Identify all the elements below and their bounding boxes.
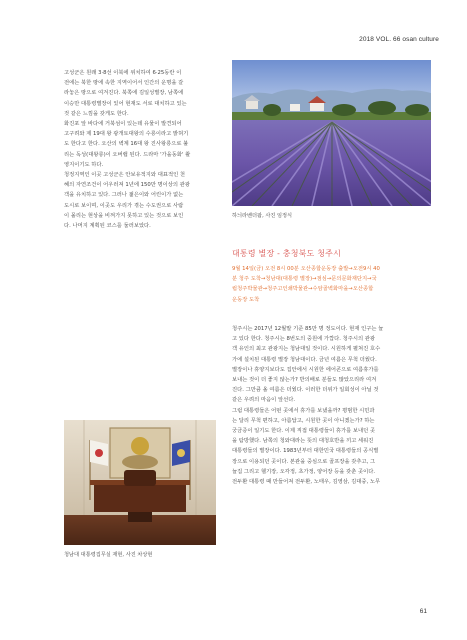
paragraph-line: 대통령들의 별장이다. 1983년부터 대한민국 대통령들의 공식별 [232,448,379,455]
paragraph-line: 이 몰리는 현상을 비껴가지 못하고 있는 것으로 보인 [64,212,184,219]
route-line: 9월 14일(금) 오전 8시 00분 오산종합운동장 출발→오전9시 40 [232,266,380,272]
photo-caption: 청남대 대통령집무실 재현, 사진 차상현 [64,552,153,558]
paragraph-line: 궁금증이 일기도 한다. 이제 직접 대통령들이 휴가를 보내던 곳 [232,428,376,435]
paragraph-line: 을 탐방했다. 남쪽의 청와대라는 뜻의 대청호반을 끼고 세워진 [232,438,374,445]
paragraph-line: 고성군은 원래 3·8선 이북에 위치하여 6·25동란 이 [64,70,182,76]
paragraph-line: 라놓은 땅으로 여겨진다. 북쪽에 김일성별장, 남쪽에 [64,90,184,97]
paragraph-line: 전두환 대통령 때 만들어져 전두환, 노태우, 김영삼, 김대중, 노무 [232,479,381,486]
paragraph-line: 도 한다고 한다. 오산의 벽계 16대 왕 진사왕릉으로 불 [64,141,189,148]
right-column-text [232,324,432,487]
paragraph-line: 고구려와 제 19대 왕 광개토대왕의 수릉이라고 밝혀기 [64,131,189,138]
paragraph-line: 는 달리 무척 편하고, 아름답고, 시원한 곳이 아니겠는가? 하는 [232,417,375,424]
section-title: 대통령 별장 - 충청북도 청주시 [232,249,342,258]
page-number: 61 [419,608,427,615]
paragraph-line: 영지이기도 하다. [64,161,104,168]
paragraph-line: 리는 독성(대왕릉)이 오버랩 된다. 드라마 '가을동화' 촬 [64,151,191,158]
paragraph-line: 늘집 그리고 헬기장, 오각정, 초가정, 양어장 등을 갖춘 곳이다. [232,468,376,475]
paragraph-line: 같은 우려의 마음이 앞선다. [232,397,296,404]
paragraph-line: 청정지역인 이곳 고성군은 안보유적지와 대표적인 천 [64,172,185,179]
tour-route [232,264,432,305]
paragraph-line: 청주시는 2017년 12월말 기준 85만 명 정도이다. 현재 인구는 늘 [232,326,384,332]
paragraph-line: 혜의 자연조건이 어우러져 1년에 150만 명이상의 관광 [64,182,190,189]
paragraph-line: 장으로 이용되던 곳이다. 본관을 중심으로 골프장을 갖추고, 그 [232,458,376,465]
paragraph-line: 도시로 보이며, 이곳도 우리가 겪는 수도권으로 사람 [64,202,184,209]
route-line: 운동장 도착 [232,296,260,303]
lavender-field-photo [232,60,431,206]
paragraph-line: 화진포 앞 바다에 거북섬이 있는데 유물이 발견되어 [64,121,182,128]
photo-caption: 하늬라벤더팜, 사진 임정식 [232,213,293,219]
paragraph-line: 그럼 대통령들은 어떤 곳에서 휴가를 보냈을까? 평범한 시민과 [232,407,375,414]
route-line: 립청주박물관→청주고인쇄박물관→수암골벽화마을→오산종합 [232,286,374,293]
route-line: 분 청주 도착→청남대(대통령 별장)→점심→문의문화재단지→국 [232,276,377,283]
paragraph-line: 것 같은 느낌을 갖게도 한다. [64,110,129,117]
paragraph-line: 진다. 그만큼 올 여름은 더웠다. 이러한 더위가 일회성이 아닐 것 [232,387,379,394]
running-header: 2018 VOL. 66 osan culture [359,36,439,43]
paragraph-line: 다. 나머지 계획된 코스를 둘러보았다. [64,223,151,230]
paragraph-line: 객 유인의 최고 관광지는 청남대일 것이다. 시원하게 펼쳐진 호수 [232,346,381,353]
paragraph-line: 별장이나 휴양지보다도 집안에서 시원한 에어콘으로 여름휴가를 [232,366,379,373]
paragraph-line: 가에 설치된 대통령 별장 청남대이다. 금년 여름은 무척 더웠다. [232,356,377,363]
paragraph-line: 전에는 북한 땅에 속한 지역이어서 인간의 운명을 갈 [64,80,184,87]
paragraph-line: 객을 유치하고 있다. 그러나 젊은이와 어린이가 없는 [64,192,184,199]
left-column-text [64,68,216,231]
paragraph-line: 이승만 대통령별장이 있어 현재도 서로 대치하고 있는 [64,100,187,107]
paragraph-line: 고 있다 한다. 청주시는 8번도의 중원에 가깝다. 청주시의 관광 [232,336,376,343]
paragraph-line: 보내는 것이 더 좋지 않는가? 반의배로 분들도 많았으리라 여겨 [232,377,377,384]
presidential-office-photo [64,420,216,545]
